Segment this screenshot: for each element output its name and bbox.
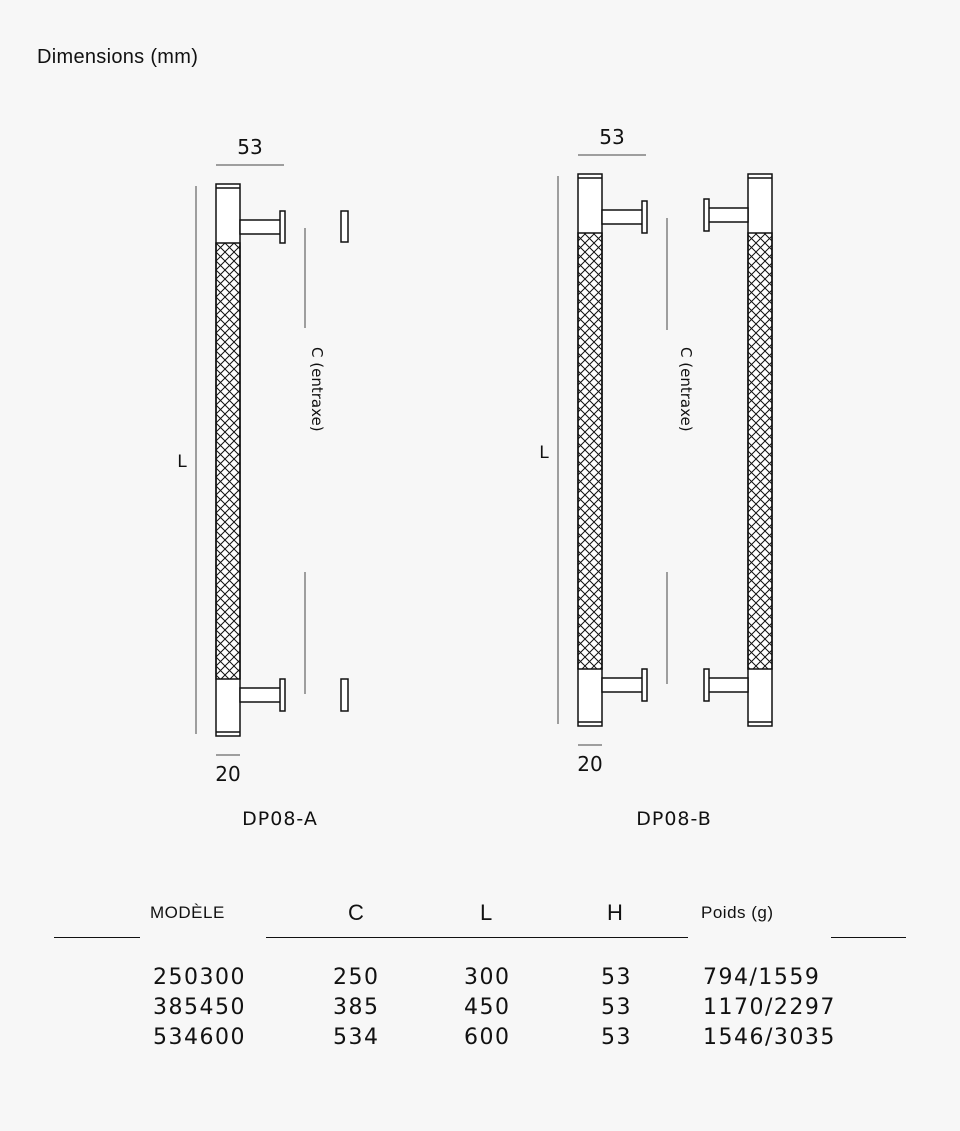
diameter-dimension-label: 20	[577, 752, 603, 776]
cell-weight: 1170/2297	[703, 995, 836, 1020]
column-header-l: L	[480, 900, 493, 925]
width-dimension-label: 53	[599, 125, 625, 149]
column-header-h: H	[607, 900, 624, 925]
drawing-dp08-a	[177, 135, 348, 830]
cell-l: 600	[464, 1025, 511, 1050]
model-label: DP08-A	[242, 808, 318, 830]
header-rule	[266, 937, 688, 938]
length-dimension-label: L	[539, 443, 549, 463]
knurled-grip	[216, 243, 240, 679]
handle-bar	[216, 184, 240, 736]
cell-h: 53	[601, 1025, 632, 1050]
header-rule	[54, 937, 140, 938]
cell-c: 250	[333, 965, 380, 990]
center-dimension-label: C (entraxe)	[677, 347, 695, 432]
knurled-grip	[578, 233, 602, 669]
cell-weight: 794/1559	[703, 965, 821, 990]
width-dimension-label: 53	[237, 135, 263, 159]
header-rule	[831, 937, 906, 938]
cell-model: 385450	[153, 995, 246, 1020]
cell-model: 250300	[153, 965, 246, 990]
column-header-model: MODÈLE	[150, 903, 225, 922]
cell-l: 450	[464, 995, 511, 1020]
model-label: DP08-B	[636, 808, 712, 830]
diameter-dimension-label: 20	[215, 762, 241, 786]
cell-l: 300	[464, 965, 511, 990]
cell-weight: 1546/3035	[703, 1025, 836, 1050]
cell-model: 534600	[153, 1025, 246, 1050]
top-standoff-left	[602, 201, 647, 233]
cell-c: 385	[333, 995, 380, 1020]
column-header-c: C	[348, 900, 365, 925]
cell-h: 53	[601, 995, 632, 1020]
top-standoff-right	[704, 199, 748, 231]
bottom-standoff	[240, 679, 285, 711]
length-dimension-label: L	[177, 452, 187, 472]
side-view-top-mount	[341, 211, 348, 242]
page-title: Dimensions (mm)	[37, 46, 199, 68]
bottom-standoff-left	[602, 669, 647, 701]
cell-h: 53	[601, 965, 632, 990]
cell-c: 534	[333, 1025, 380, 1050]
side-view-bottom-mount	[341, 679, 348, 711]
handle-bar-left	[578, 174, 602, 726]
top-standoff	[240, 211, 285, 243]
handle-bar-right	[748, 174, 772, 726]
center-dimension-label: C (entraxe)	[308, 347, 326, 432]
knurled-grip	[748, 233, 772, 669]
bottom-standoff-right	[704, 669, 748, 701]
drawing-dp08-b	[539, 125, 772, 830]
column-header-weight: Poids (g)	[701, 903, 774, 922]
